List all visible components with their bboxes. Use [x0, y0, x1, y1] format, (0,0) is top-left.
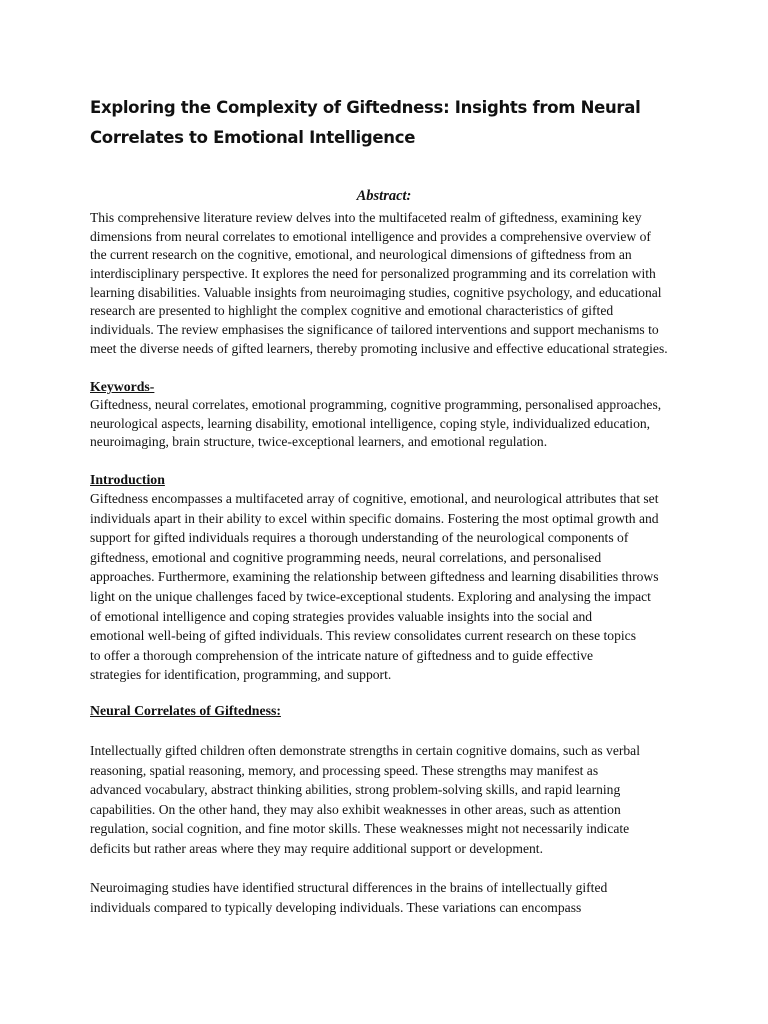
text-line: deficits but rather areas where they may require additional support or development. — [90, 840, 543, 856]
text-line: strategies for identification, programming, and support. — [90, 667, 392, 683]
abstract-paragraph — [90, 209, 690, 359]
neural-correlates-heading: Neural Correlates of Giftedness: — [90, 703, 281, 718]
introduction-paragraph — [90, 489, 690, 685]
text-line: the current research on the cognitive, emotional, and neurological dimensions of giftedness from an — [90, 247, 632, 263]
text-line: regulation, social cognition, and fine motor skills. These weaknesses might not necessarily indicate — [90, 821, 630, 837]
text-line: learning disabilities. Valuable insights from neuroimaging studies, cognitive psychology, and educational — [90, 284, 662, 300]
text-line: Giftedness encompasses a multifaceted array of cognitive, emotional, and neurological attributes that set — [90, 491, 659, 506]
text-line: reasoning, spatial reasoning, memory, and processing speed. These strengths may manifest as — [90, 762, 599, 778]
title-line: Exploring the Complexity of Giftedness: Insights from Neural — [90, 98, 641, 117]
text-line: research are presented to highlight the complex cognitive and emotional characteristics of gifted — [90, 303, 614, 319]
title-line: Correlates to Emotional Intelligence — [90, 128, 416, 147]
text-line: giftedness, emotional and cognitive programming needs, neural correlations, and personalised — [90, 549, 602, 565]
introduction-heading: Introduction — [90, 472, 165, 487]
text-line: approaches. Furthermore, examining the relationship between giftedness and learning disabilities throws — [90, 569, 659, 585]
text-line: Neuroimaging studies have identified structural differences in the brains of intellectually gifted — [90, 880, 608, 895]
text-line: light on the unique challenges faced by twice-exceptional students. Exploring and analysing the impact — [90, 588, 651, 604]
text-line: advanced vocabulary, abstract thinking abilities, strong problem-solving skills, and rapid learning — [90, 782, 621, 798]
text-line: This comprehensive literature review delves into the multifaceted realm of giftedness, examining key — [90, 210, 642, 225]
abstract-heading: Abstract: — [356, 188, 412, 204]
text-line: meet the diverse needs of gifted learners, thereby promoting inclusive and effective educational strategies. — [90, 340, 668, 356]
text-line: individuals. The review emphasises the significance of tailored interventions and support mechanisms to — [90, 322, 659, 338]
text-line: capabilities. On the other hand, they may also exhibit weaknesses in other areas, such as attention — [90, 801, 621, 817]
neural-paragraph-2 — [90, 878, 690, 917]
text-line: neurological aspects, learning disability, emotional intelligence, coping style, individualized education, — [90, 415, 651, 431]
document-title — [90, 93, 690, 153]
keywords-heading: Keywords- — [90, 379, 155, 394]
text-line: interdisciplinary perspective. It explores the need for personalized programming and its correlation with — [90, 266, 656, 282]
text-line: Giftedness, neural correlates, emotional programming, cognitive programming, personalised approaches, — [90, 397, 662, 412]
text-line: individuals apart in their ability to excel within specific domains. Fostering the most optimal growth and — [90, 510, 659, 526]
text-line: support for gifted individuals requires a thorough understanding of the neurological components of — [90, 530, 629, 546]
neural-paragraph-1 — [90, 741, 690, 859]
text-line: of emotional intelligence and coping strategies provides valuable insights into the social and — [90, 608, 593, 624]
text-line: emotional well-being of gifted individuals. This review consolidates current research on these topics — [90, 628, 636, 644]
document-page — [90, 0, 690, 1024]
text-line: individuals compared to typically developing individuals. These variations can encompass — [90, 899, 582, 915]
text-line: neuroimaging, brain structure, twice-exceptional learners, and emotional regulation. — [90, 434, 548, 450]
text-line: dimensions from neural correlates to emotional intelligence and provides a comprehensive overview of — [90, 228, 651, 244]
keywords-paragraph — [90, 396, 690, 452]
text-line: to offer a thorough comprehension of the intricate nature of giftedness and to guide effective — [90, 647, 594, 663]
text-line: Intellectually gifted children often demonstrate strengths in certain cognitive domains, such as verbal — [90, 743, 640, 758]
